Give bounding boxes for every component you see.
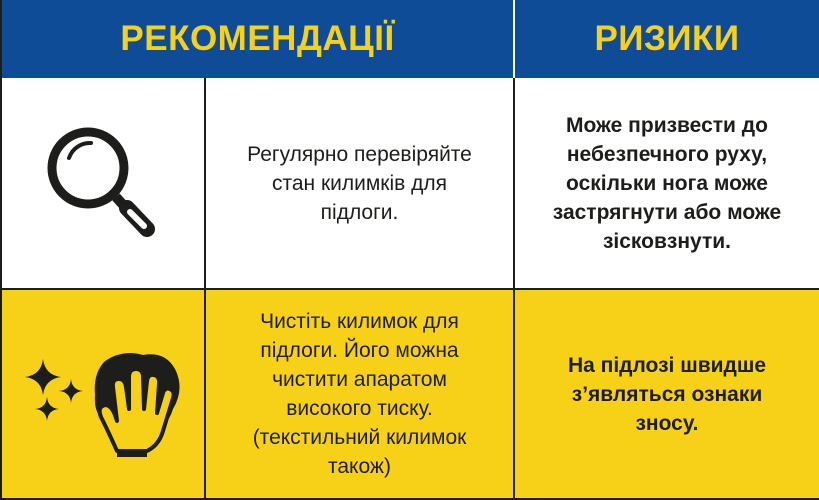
table-header xyxy=(2,0,819,78)
text-line: чистити апаратом xyxy=(272,368,447,391)
risk-text xyxy=(531,111,803,256)
text-line: Регулярно перевіряйте xyxy=(247,142,472,166)
risk-cell xyxy=(515,290,819,498)
recommendation-text xyxy=(235,307,485,481)
text-line: також) xyxy=(328,455,391,478)
column-divider xyxy=(204,78,206,498)
table-row-clean xyxy=(2,290,819,498)
icon-cell xyxy=(2,78,204,288)
recommendation-cell xyxy=(206,78,513,288)
text-line: підлоги. Його можна xyxy=(260,339,459,362)
text-line: застрягнути або може xyxy=(552,200,782,224)
text-line: оскільки нога може xyxy=(566,171,768,195)
text-line: небезпечного руху, xyxy=(566,142,768,166)
header-recommendations: РЕКОМЕНДАЦІЇ xyxy=(120,19,395,58)
risk-text xyxy=(546,351,788,438)
text-line: (текстильний килимок xyxy=(252,426,467,449)
cleaning-glove-sparkles-icon xyxy=(13,329,193,459)
text-line: підлоги. xyxy=(320,200,399,224)
recommendation-cell xyxy=(206,290,513,498)
text-line: стан килимків для xyxy=(271,171,448,195)
table-row-inspect xyxy=(2,78,819,290)
risk-cell xyxy=(515,78,819,288)
text-line: Може призвести до xyxy=(566,113,768,137)
text-line: з’являться ознаки xyxy=(571,382,763,406)
text-line: зісковзнути. xyxy=(602,229,731,253)
text-line: зносу. xyxy=(635,411,699,435)
magnifying-glass-icon xyxy=(43,113,163,253)
column-divider xyxy=(513,78,515,498)
text-line: Чистіть килимок для xyxy=(260,310,459,333)
text-line: високого тиску. xyxy=(286,397,433,420)
header-risks: РИЗИКИ xyxy=(594,19,740,58)
recommendation-text xyxy=(229,140,490,227)
icon-cell xyxy=(2,290,204,498)
text-line: На підлозі швидше xyxy=(567,353,767,377)
